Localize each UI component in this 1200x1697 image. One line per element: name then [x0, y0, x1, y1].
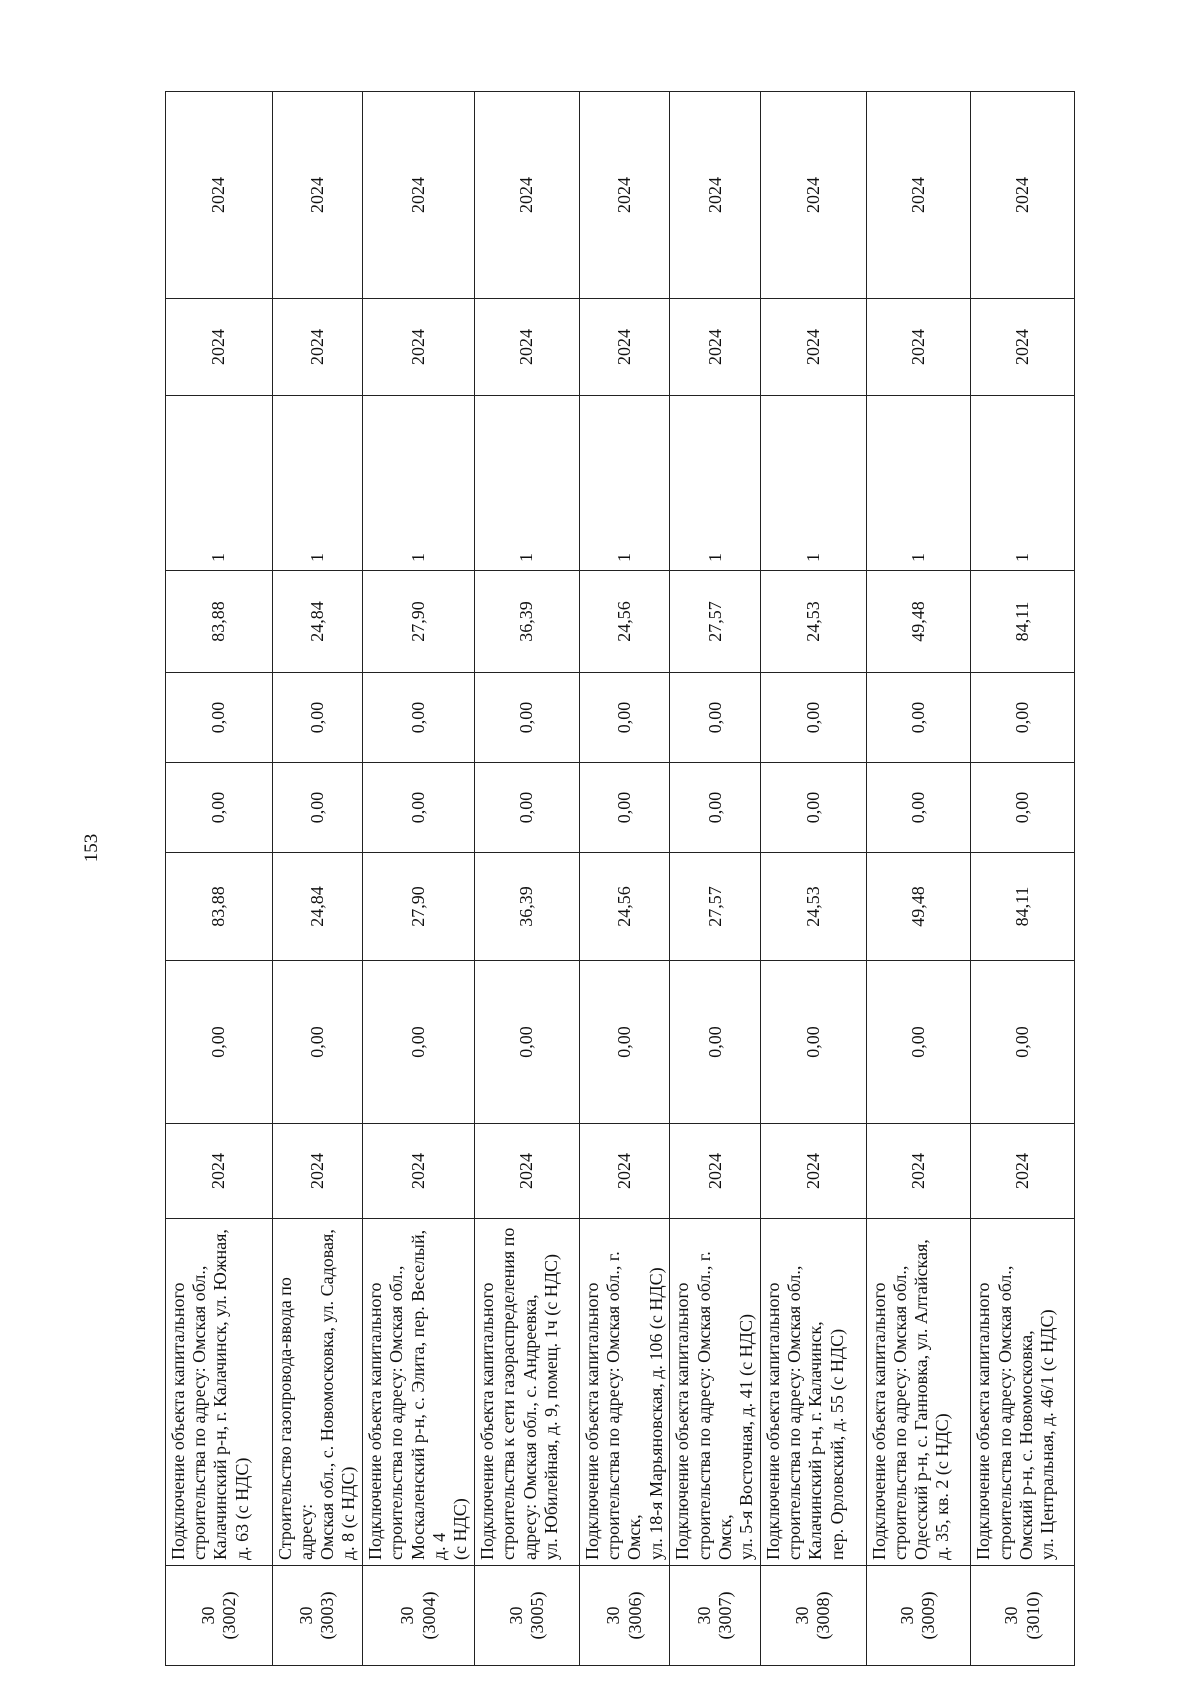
description-cell: [363, 1219, 475, 1566]
description-line: д. 35, кв. 2 (с НДС): [932, 1413, 953, 1560]
start-year-cell: 2024: [971, 1124, 1075, 1219]
value-cell: 36,39: [475, 853, 580, 961]
value-cell: 0,00: [272, 673, 363, 763]
value-cell: 84,11: [971, 571, 1075, 673]
row-number: 30: [603, 1606, 624, 1625]
value-cell: 24,53: [760, 571, 866, 673]
description-line: строительства по адресу: Омская обл.,: [386, 1265, 407, 1560]
table-row: [670, 92, 761, 1666]
year-cell: 2024: [670, 299, 761, 396]
row-number-cell: [579, 1566, 670, 1666]
year-cell: 2024: [579, 92, 670, 299]
table-row: [579, 92, 670, 1666]
year-cell: 2024: [272, 299, 363, 396]
description-line: д. 63 (с НДС): [231, 1457, 252, 1560]
year-cell: 2024: [166, 92, 273, 299]
value-cell: 0,00: [760, 763, 866, 853]
count-cell: 1: [971, 396, 1075, 571]
description-line: Подключение объекта капитального: [581, 1282, 602, 1560]
description-cell: [971, 1219, 1075, 1566]
row-number-cell: [272, 1566, 363, 1666]
description-line: Подключение объекта капитального: [672, 1282, 693, 1560]
value-cell: 83,88: [166, 853, 273, 961]
description-line: Подключение объекта капитального: [973, 1282, 994, 1560]
description-line: ул. Юбилейная, д. 9, помещ. 1ч (с НДС): [540, 1254, 561, 1560]
value-cell: 24,84: [272, 571, 363, 673]
value-cell: 0,00: [760, 961, 866, 1124]
row-number: 30: [296, 1606, 317, 1625]
description-line: пер. Орловский, д. 55 (с НДС): [826, 1328, 847, 1560]
value-cell: 27,90: [363, 853, 475, 961]
value-cell: 0,00: [866, 763, 971, 853]
start-year-cell: 2024: [579, 1124, 670, 1219]
description-line: Омский р-н, с. Новомосковка,: [1015, 1330, 1036, 1560]
description-line: адресу: Омская обл., с. Андреевка,: [519, 1294, 540, 1560]
start-year-cell: 2024: [475, 1124, 580, 1219]
description-line: строительства по адресу: Омская обл.,: [189, 1265, 210, 1560]
description-cell: [866, 1219, 971, 1566]
description-line: Калачинский р-н, г. Калачинск, ул. Южная,: [210, 1229, 231, 1560]
count-cell: 1: [475, 396, 580, 571]
description-cell: [475, 1219, 580, 1566]
value-cell: 0,00: [971, 763, 1075, 853]
row-number-cell: [670, 1566, 761, 1666]
description-line: Подключение объекта капитального: [477, 1282, 498, 1560]
description-line: Строительство газопровода-ввода по адресу:: [274, 1277, 316, 1560]
value-cell: 24,56: [579, 853, 670, 961]
description-line: ул. 18-я Марьяновская, д. 106 (с НДС): [645, 1267, 666, 1560]
row-number: 30: [897, 1606, 918, 1625]
row-code: (3005): [526, 1591, 547, 1640]
start-year-cell: 2024: [866, 1124, 971, 1219]
year-cell: 2024: [579, 299, 670, 396]
description-line: Москаленский р-н, с. Элита, пер. Веселый, д. 4: [407, 1229, 449, 1560]
value-cell: 24,56: [579, 571, 670, 673]
value-cell: 0,00: [166, 673, 273, 763]
value-cell: 0,00: [670, 673, 761, 763]
value-cell: 0,00: [363, 673, 475, 763]
row-number: 30: [397, 1606, 418, 1625]
value-cell: 0,00: [475, 673, 580, 763]
start-year-cell: 2024: [166, 1124, 273, 1219]
year-cell: 2024: [166, 299, 273, 396]
data-table: [165, 91, 1075, 1666]
value-cell: 0,00: [579, 763, 670, 853]
table-row: [475, 92, 580, 1666]
value-cell: 0,00: [363, 961, 475, 1124]
description-line: (с НДС): [450, 1498, 471, 1560]
value-cell: 24,84: [272, 853, 363, 961]
row-code: (3010): [1022, 1591, 1043, 1640]
description-line: строительства по адресу: Омская обл.,: [784, 1265, 805, 1560]
value-cell: 0,00: [475, 763, 580, 853]
description-line: Подключение объекта капитального: [868, 1282, 889, 1560]
row-code: (3004): [418, 1591, 439, 1640]
value-cell: 0,00: [579, 961, 670, 1124]
year-cell: 2024: [475, 299, 580, 396]
value-cell: 83,88: [166, 571, 273, 673]
year-cell: 2024: [272, 92, 363, 299]
value-cell: 0,00: [166, 961, 273, 1124]
year-cell: 2024: [866, 92, 971, 299]
value-cell: 0,00: [760, 673, 866, 763]
row-number-cell: [760, 1566, 866, 1666]
description-line: строительства по адресу: Омская обл., г. Омск,: [693, 1251, 735, 1560]
year-cell: 2024: [475, 92, 580, 299]
value-cell: 0,00: [272, 961, 363, 1124]
value-cell: 0,00: [670, 961, 761, 1124]
row-code: (3007): [715, 1591, 736, 1640]
year-cell: 2024: [760, 92, 866, 299]
value-cell: 49,48: [866, 853, 971, 961]
value-cell: 0,00: [166, 763, 273, 853]
value-cell: 0,00: [579, 673, 670, 763]
row-number: 30: [693, 1606, 714, 1625]
row-number-cell: [866, 1566, 971, 1666]
description-line: Подключение объекта капитального: [762, 1282, 783, 1560]
value-cell: 27,57: [670, 853, 761, 961]
row-number: 30: [505, 1606, 526, 1625]
rotated-sheet: [165, 92, 1075, 1666]
year-cell: 2024: [363, 299, 475, 396]
count-cell: 1: [866, 396, 971, 571]
row-code: (3003): [317, 1591, 338, 1640]
description-line: строительства к сети газораспределения по: [498, 1227, 519, 1560]
year-cell: 2024: [760, 299, 866, 396]
value-cell: 24,53: [760, 853, 866, 961]
year-cell: 2024: [670, 92, 761, 299]
description-line: ул. Центральная, д. 46/1 (с НДС): [1036, 1309, 1057, 1560]
year-cell: 2024: [866, 299, 971, 396]
row-code: (3008): [813, 1591, 834, 1640]
table-row: [272, 92, 363, 1666]
value-cell: 36,39: [475, 571, 580, 673]
description-line: строительства по адресу: Омская обл., г. Омск,: [603, 1251, 645, 1560]
description-line: Калачинский р-н, г. Калачинск,: [805, 1321, 826, 1560]
value-cell: 0,00: [272, 763, 363, 853]
value-cell: 0,00: [971, 673, 1075, 763]
value-cell: 0,00: [670, 763, 761, 853]
table-row: [363, 92, 475, 1666]
row-number-cell: [475, 1566, 580, 1666]
value-cell: 27,57: [670, 571, 761, 673]
description-line: Одесский р-н, с. Ганновка, ул. Алтайская,: [911, 1239, 932, 1560]
value-cell: 49,48: [866, 571, 971, 673]
value-cell: 0,00: [475, 961, 580, 1124]
description-line: Подключение объекта капитального: [168, 1282, 188, 1560]
page-number: 153: [81, 833, 102, 863]
count-cell: 1: [363, 396, 475, 571]
row-number: 30: [197, 1606, 218, 1625]
row-code: (3009): [918, 1591, 939, 1640]
description-cell: [760, 1219, 866, 1566]
count-cell: 1: [272, 396, 363, 571]
value-cell: 0,00: [971, 961, 1075, 1124]
row-number: 30: [792, 1606, 812, 1625]
value-cell: 27,90: [363, 571, 475, 673]
row-code: (3006): [624, 1591, 645, 1640]
description-cell: [670, 1219, 761, 1566]
table-row: [760, 92, 866, 1666]
row-number-cell: [166, 1566, 273, 1666]
description-line: строительства по адресу: Омская обл.,: [889, 1265, 910, 1560]
row-code: (3002): [218, 1591, 239, 1640]
description-cell: [272, 1219, 363, 1566]
value-cell: 0,00: [363, 763, 475, 853]
description-line: Омская обл., с. Новомосковка, ул. Садовая,: [317, 1229, 338, 1560]
start-year-cell: 2024: [272, 1124, 363, 1219]
year-cell: 2024: [971, 299, 1075, 396]
description-line: ул. 5-я Восточная, д. 41 (с НДС): [736, 1314, 757, 1560]
count-cell: 1: [670, 396, 761, 571]
row-number: 30: [1001, 1606, 1022, 1625]
description-line: строительства по адресу: Омская обл.,: [994, 1265, 1015, 1560]
value-cell: 84,11: [971, 853, 1075, 961]
count-cell: 1: [579, 396, 670, 571]
description-line: д. 8 (с НДС): [338, 1466, 359, 1560]
row-number-cell: [363, 1566, 475, 1666]
count-cell: 1: [760, 396, 866, 571]
table-row: [866, 92, 971, 1666]
value-cell: 0,00: [866, 961, 971, 1124]
description-line: Подключение объекта капитального: [365, 1282, 386, 1560]
start-year-cell: 2024: [670, 1124, 761, 1219]
row-number-cell: [971, 1566, 1075, 1666]
start-year-cell: 2024: [760, 1124, 866, 1219]
count-cell: 1: [166, 396, 273, 571]
description-cell: [579, 1219, 670, 1566]
value-cell: 0,00: [866, 673, 971, 763]
description-cell: [166, 1219, 273, 1566]
start-year-cell: 2024: [363, 1124, 475, 1219]
year-cell: 2024: [363, 92, 475, 299]
table-row: [971, 92, 1075, 1666]
year-cell: 2024: [971, 92, 1075, 299]
table-row: [166, 92, 273, 1666]
